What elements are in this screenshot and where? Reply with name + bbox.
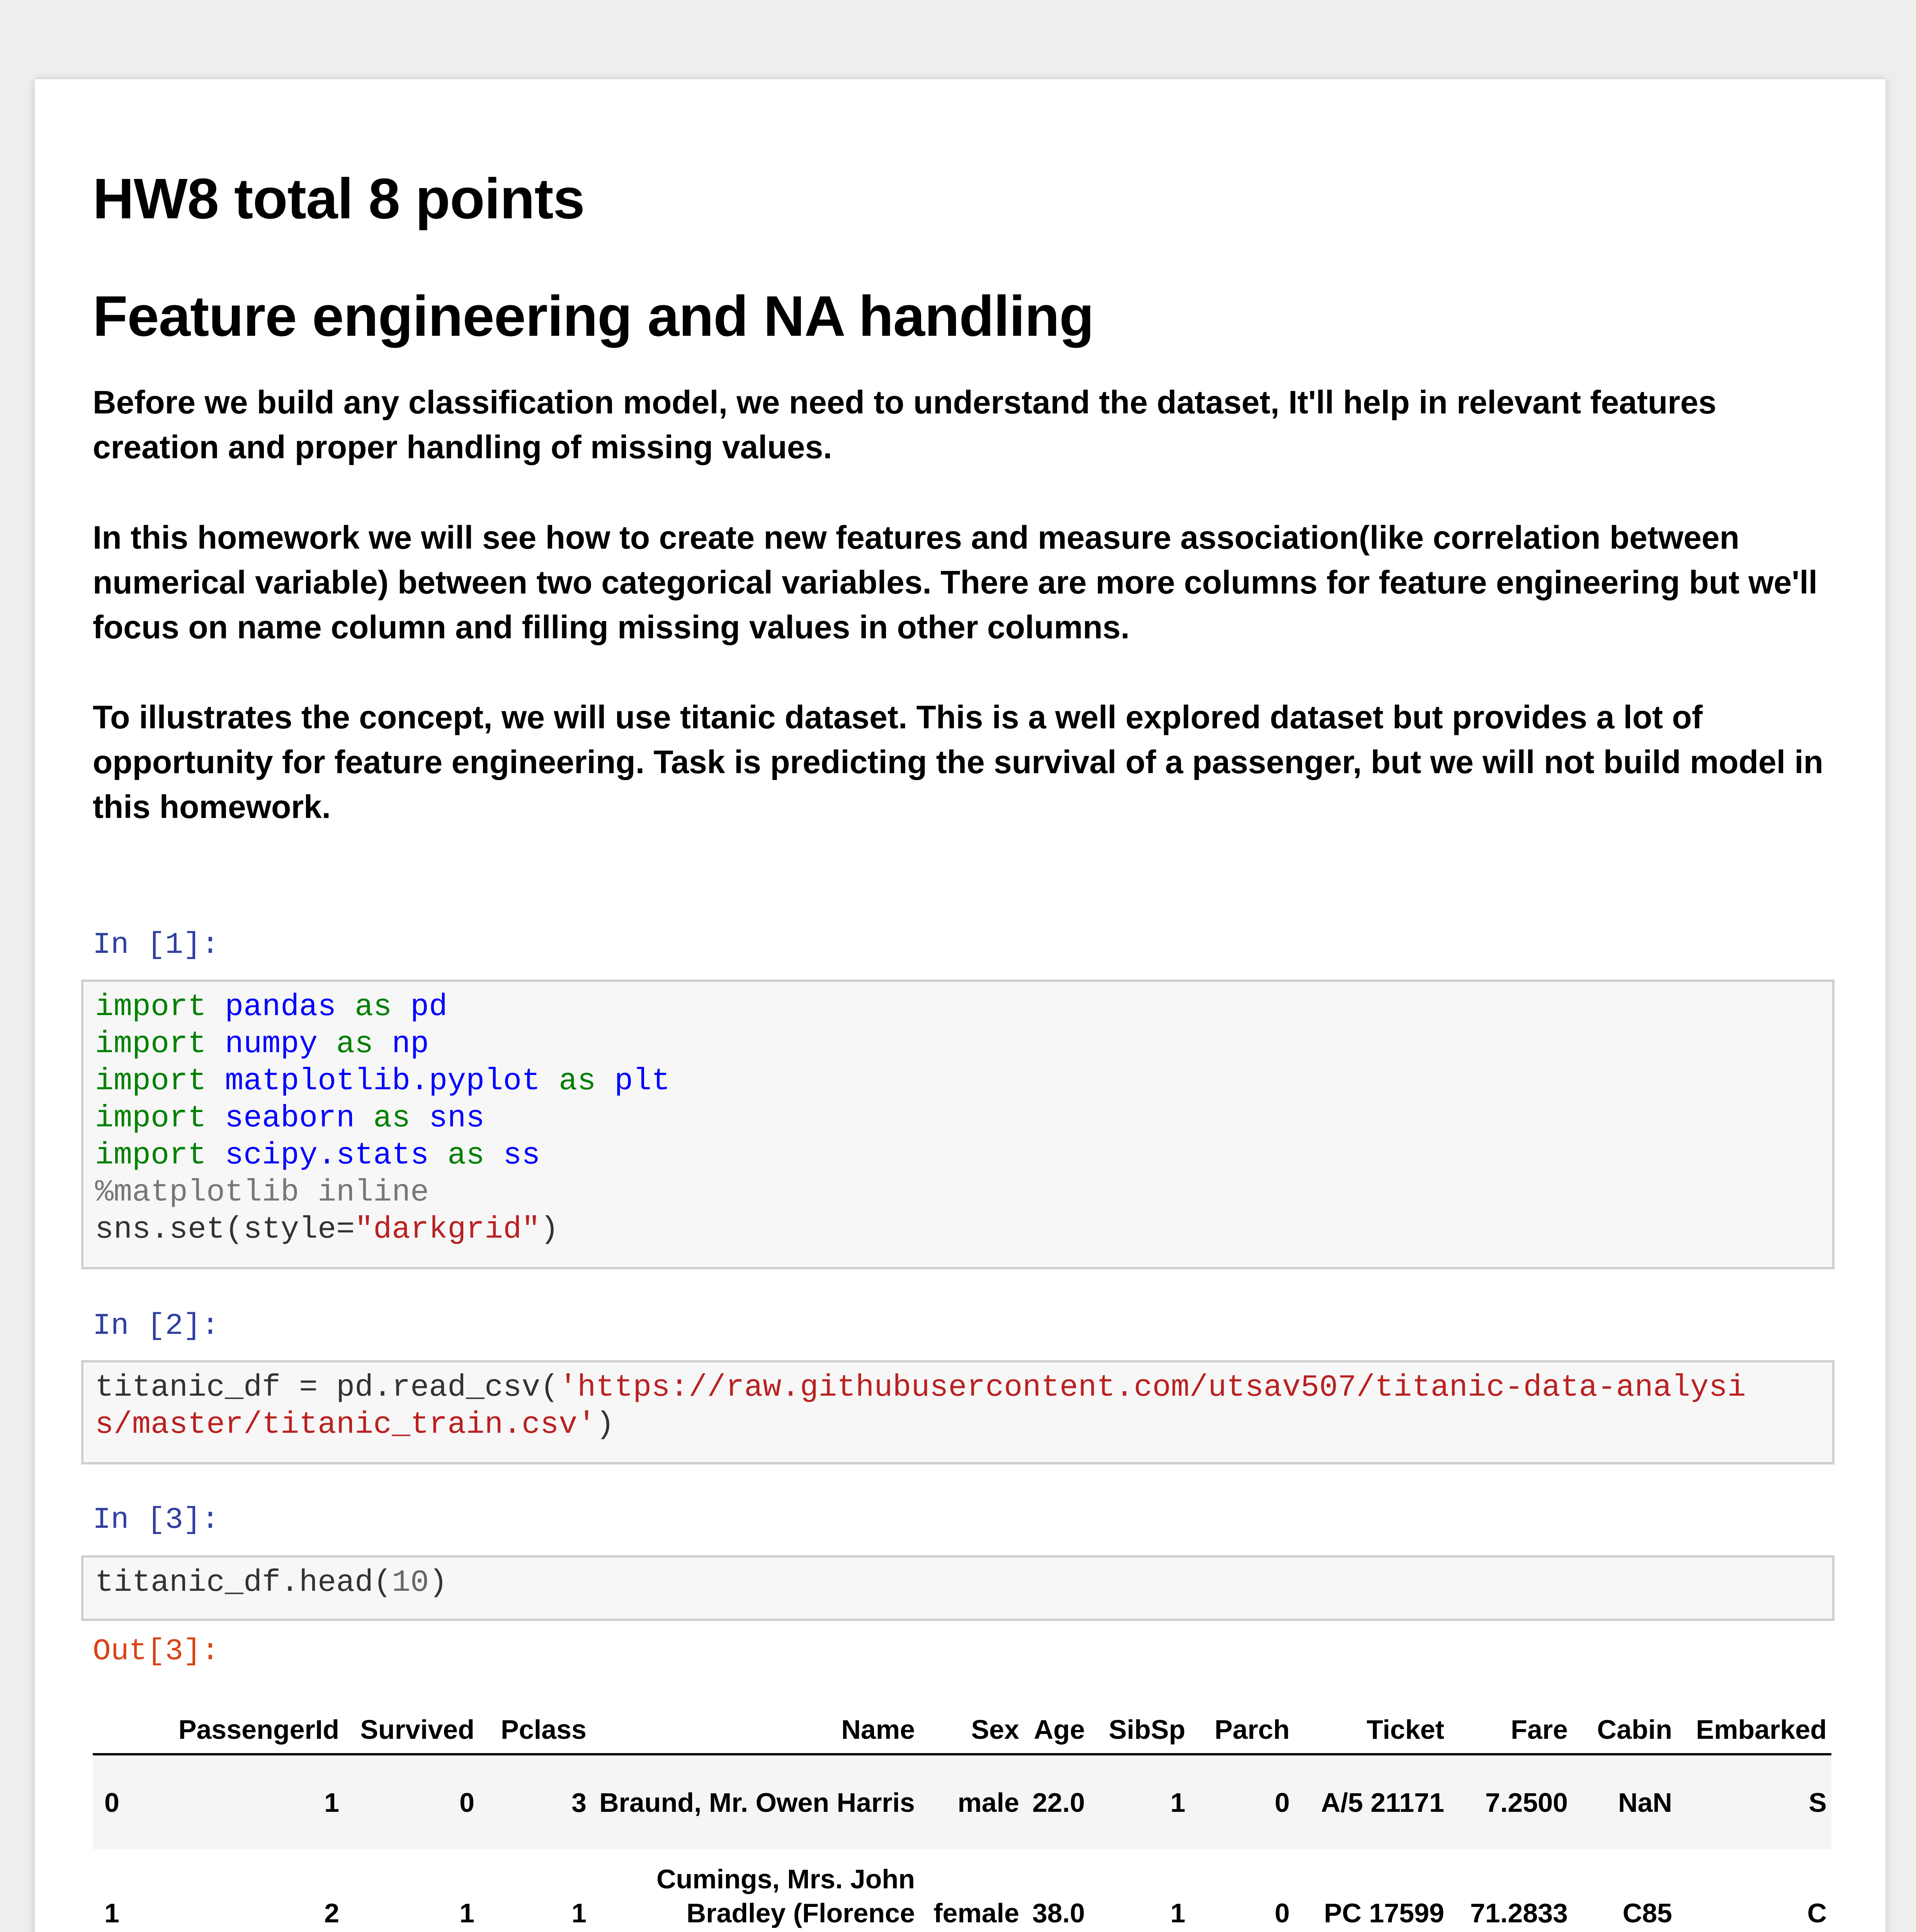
table-header-row [93, 1706, 1831, 1754]
table-cell: 1 [571, 1898, 587, 1928]
dataframe-table [93, 1706, 1831, 1932]
column-header: Name [591, 1706, 920, 1754]
code-keyword: import [95, 990, 207, 1025]
code-keyword: as [336, 1027, 374, 1062]
table-cell: male [957, 1787, 1019, 1818]
code-string: "darkgrid" [355, 1212, 541, 1247]
code-string: s/master/titanic_train.csv' [95, 1407, 596, 1442]
table-cell: 1 [1170, 1898, 1185, 1928]
row-index: 0 [104, 1787, 119, 1818]
column-header: Age [1024, 1706, 1090, 1754]
intro-paragraph-3: To illustrates the concept, we will use titanic dataset. This is a well explored dataset but provides a lot of opportunity for feature engineering. Task is predicting the survival of a passenger, but we will not build model in this homework. [93, 699, 1824, 825]
table-cell: 2 [324, 1898, 339, 1928]
code-keyword: as [559, 1064, 596, 1099]
table-cell: 0 [459, 1787, 474, 1818]
code-keyword: import [95, 1064, 207, 1099]
table-header [93, 1706, 1831, 1754]
code-keyword: import [95, 1027, 207, 1062]
code-alias: ss [503, 1138, 541, 1173]
code-cell-2[interactable] [81, 1360, 1834, 1464]
column-header: Parch [1190, 1706, 1294, 1754]
code-cell-3[interactable] [81, 1555, 1834, 1621]
code-keyword: as [355, 990, 392, 1025]
code-text: titanic_df.head( [95, 1565, 392, 1600]
table-cell: 3 [571, 1787, 587, 1818]
table-cell: PC 17599 [1324, 1898, 1444, 1928]
code-text: ) [596, 1407, 615, 1442]
column-header: SibSp [1090, 1706, 1190, 1754]
row-index: 1 [104, 1898, 119, 1928]
table-row [93, 1754, 1831, 1849]
table-cell: Cumings, Mrs. John Bradley (Florence [656, 1864, 915, 1928]
input-prompt-1: In [1]: [93, 928, 219, 962]
code-number: 10 [392, 1565, 429, 1600]
code-module: matplotlib.pyplot [225, 1064, 541, 1099]
table-cell: 1 [1170, 1787, 1185, 1818]
code-keyword: import [95, 1101, 207, 1136]
code-text: ) [429, 1565, 448, 1600]
table-cell: C [1807, 1898, 1827, 1928]
notebook-page [35, 79, 1885, 1932]
code-keyword: as [447, 1138, 485, 1173]
column-header: Cabin [1573, 1706, 1677, 1754]
column-header: PassengerId [143, 1706, 344, 1754]
column-header: Embarked [1677, 1706, 1831, 1754]
section-heading: Feature engineering and NA handling [93, 284, 1094, 348]
input-prompt-2: In [2]: [93, 1309, 219, 1343]
code-module: scipy.stats [225, 1138, 429, 1173]
output-prompt-3: Out[3]: [93, 1634, 219, 1668]
column-header: Pclass [479, 1706, 591, 1754]
table-cell: C85 [1622, 1898, 1672, 1928]
code-alias: plt [614, 1064, 670, 1099]
table-cell: 1 [324, 1787, 339, 1818]
code-alias: np [392, 1027, 429, 1062]
table-cell: 1 [459, 1898, 474, 1928]
table-cell: A/5 21171 [1321, 1787, 1444, 1818]
table-body [93, 1754, 1831, 1932]
table-cell: S [1809, 1787, 1827, 1818]
code-module: pandas [225, 990, 337, 1025]
input-prompt-3: In [3]: [93, 1503, 219, 1537]
table-cell: Braund, Mr. Owen Harris [599, 1787, 915, 1818]
code-cell-1[interactable] [81, 980, 1834, 1269]
code-alias: sns [429, 1101, 485, 1136]
table-cell: 22.0 [1032, 1787, 1085, 1818]
column-header: Fare [1449, 1706, 1573, 1754]
table-cell: 71.2833 [1470, 1898, 1568, 1928]
code-alias: pd [410, 990, 448, 1025]
table-cell: 7.2500 [1485, 1787, 1568, 1818]
intro-paragraph-1: Before we build any classification model, we need to understand the dataset, It'll help in relevant features creation and proper handling of missing values. [93, 384, 1717, 465]
table-cell: 0 [1275, 1787, 1290, 1818]
table-cell: 0 [1275, 1898, 1290, 1928]
column-header: Ticket [1294, 1706, 1449, 1754]
code-keyword: import [95, 1138, 207, 1173]
code-text: titanic_df = pd.read_csv( [95, 1370, 559, 1405]
table-cell: NaN [1618, 1787, 1672, 1818]
column-header: Sex [920, 1706, 1024, 1754]
code-keyword: as [373, 1101, 411, 1136]
table-row [93, 1849, 1831, 1932]
code-text: sns.set(style= [95, 1212, 355, 1247]
code-text: ) [540, 1212, 559, 1247]
main-heading: HW8 total 8 points [93, 167, 585, 231]
code-module: numpy [225, 1027, 318, 1062]
code-string: 'https://raw.githubusercontent.com/utsav507/titanic-data-analysi [559, 1370, 1746, 1405]
code-magic: %matplotlib inline [95, 1175, 429, 1210]
intro-paragraph-2: In this homework we will see how to create new features and measure association(like correlation between numerical variable) between two categorical variables. There are more columns for feature engineering but we'll focus on name column and filling missing values in other columns. [93, 519, 1818, 645]
table-cell: 38.0 [1032, 1898, 1085, 1928]
column-header-index [93, 1706, 143, 1754]
column-header: Survived [344, 1706, 479, 1754]
table-cell: female [933, 1898, 1019, 1928]
code-module: seaborn [225, 1101, 355, 1136]
